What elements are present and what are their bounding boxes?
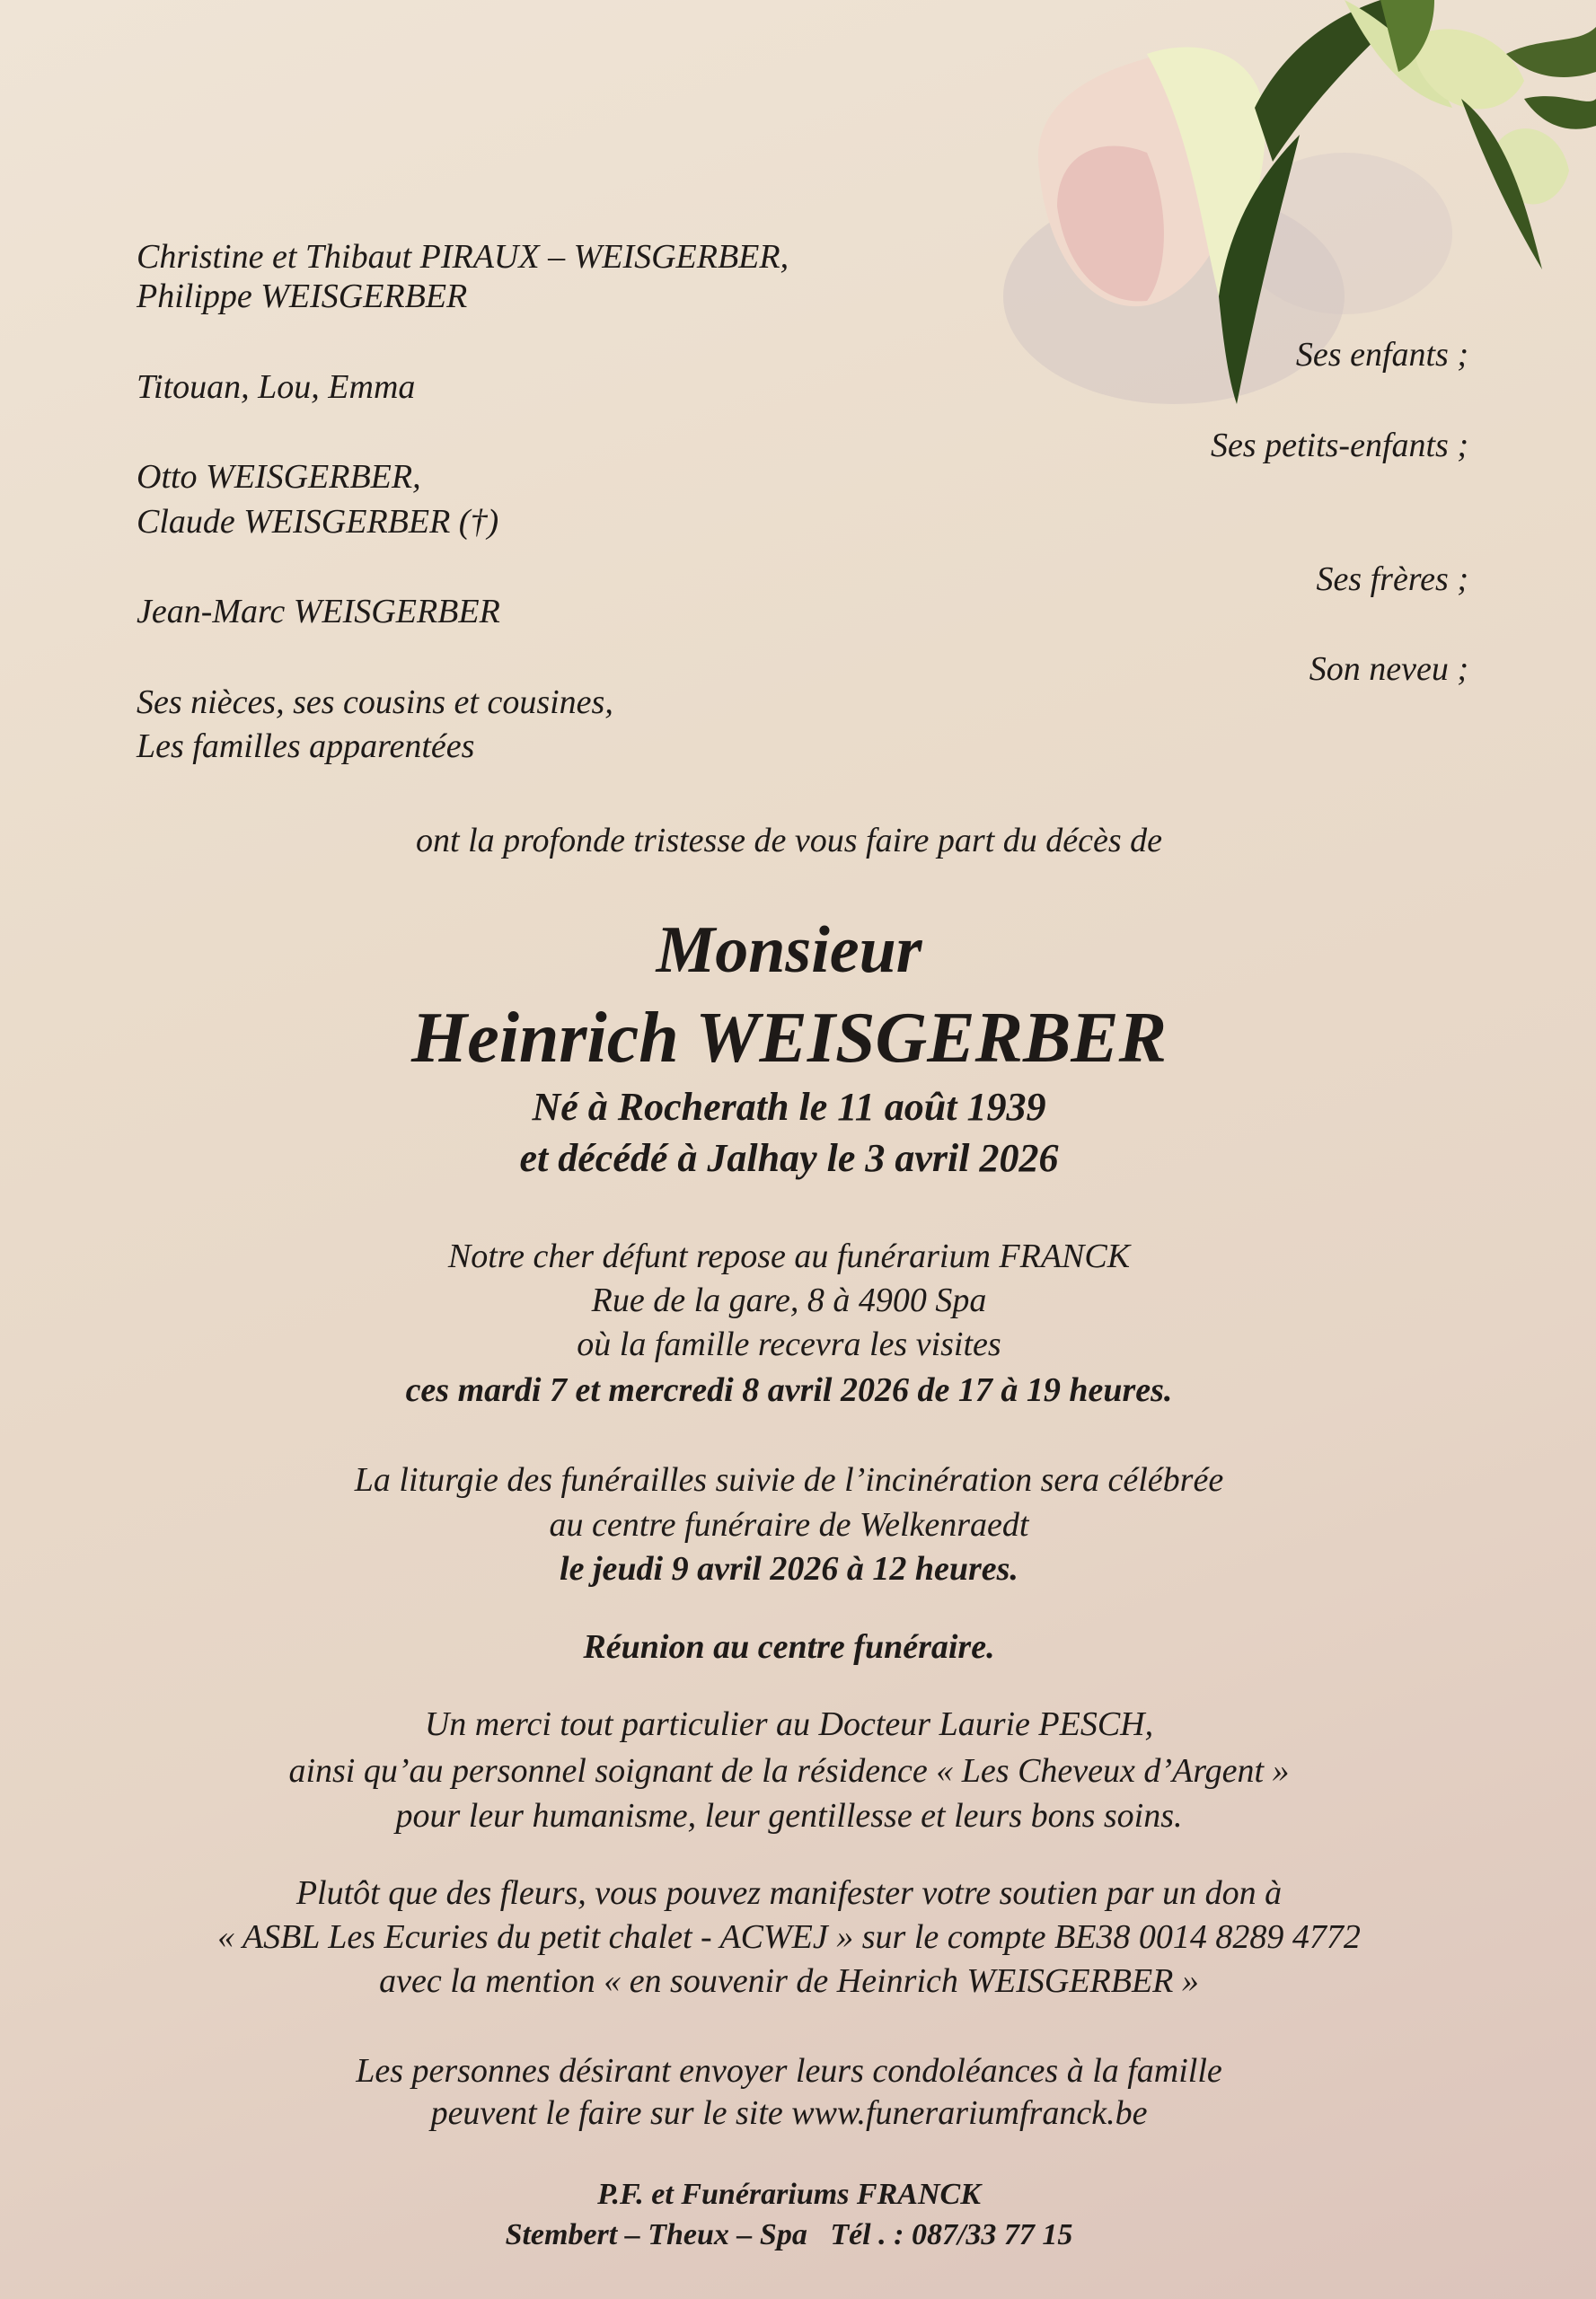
text-line: Rue de la gare, 8 à 4900 Spa [591,1282,987,1319]
flower-decoration [877,0,1596,467]
relation-label: Son neveu ; [1309,650,1468,688]
text-line: La liturgie des funérailles suivie de l’incinération sera célébrée [354,1461,1224,1499]
text-line: ainsi qu’au personnel soignant de la résidence « Les Cheveux d’Argent » [288,1752,1290,1790]
intro-text: ont la profonde tristesse de vous faire part du décès de [416,822,1162,859]
family-line: Jean-Marc WEISGERBER [137,593,500,630]
funeral-home-contact: Stembert – Theux – Spa Tél . : 087/33 77 15 [505,2218,1073,2251]
text-line: Les personnes désirant envoyer leurs condoléances à la famille [356,2052,1222,2090]
family-line: Ses nièces, ses cousins et cousines, [137,683,613,721]
text-line: avec la mention « en souvenir de Heinrich WEISGERBER » [379,1962,1199,2000]
text-line: où la famille recevra les visites [577,1326,1001,1363]
family-line: Christine et Thibaut PIRAUX – WEISGERBER, [137,238,789,276]
reunion-text: Réunion au centre funéraire. [583,1628,995,1666]
family-line: Philippe WEISGERBER [137,277,468,315]
text-line: Un merci tout particulier au Docteur Laurie PESCH, [424,1705,1154,1743]
relation-label: Ses enfants ; [1295,336,1468,374]
text-line: au centre funéraire de Welkenraedt [549,1506,1029,1544]
text-line: Plutôt que des fleurs, vous pouvez manifester votre soutien par un don à [295,1874,1283,1912]
deceased-name: Heinrich WEISGERBER [410,999,1168,1078]
family-line: Les familles apparentées [137,727,475,765]
ceremony-time: le jeudi 9 avril 2026 à 12 heures. [560,1550,1018,1588]
text-line: peuvent le faire sur le site www.funerariumfranck.be [430,2094,1148,2132]
relation-label: Ses frères ; [1316,560,1468,598]
relation-label: Ses petits-enfants ; [1210,427,1468,464]
text-line: Notre cher défunt repose au funérarium FRANCK [447,1238,1131,1275]
deceased-title: Monsieur [656,913,922,987]
family-line: Claude WEISGERBER (†) [137,503,499,541]
family-line: Titouan, Lou, Emma [137,368,416,406]
visitation-times: ces mardi 7 et mercredi 8 avril 2026 de 17 à 19 heures. [405,1371,1173,1409]
death-info: et décédé à Jalhay le 3 avril 2026 [519,1136,1059,1180]
text-line: pour leur humanisme, leur gentillesse et leurs bons soins. [395,1797,1183,1835]
birth-info: Né à Rocherath le 11 août 1939 [532,1085,1046,1129]
funeral-home-name: P.F. et Funérariums FRANCK [597,2178,981,2211]
family-line: Otto WEISGERBER, [137,458,421,496]
text-line: « ASBL Les Ecuries du petit chalet - ACWEJ » sur le compte BE38 0014 8289 4772 [217,1918,1361,1956]
